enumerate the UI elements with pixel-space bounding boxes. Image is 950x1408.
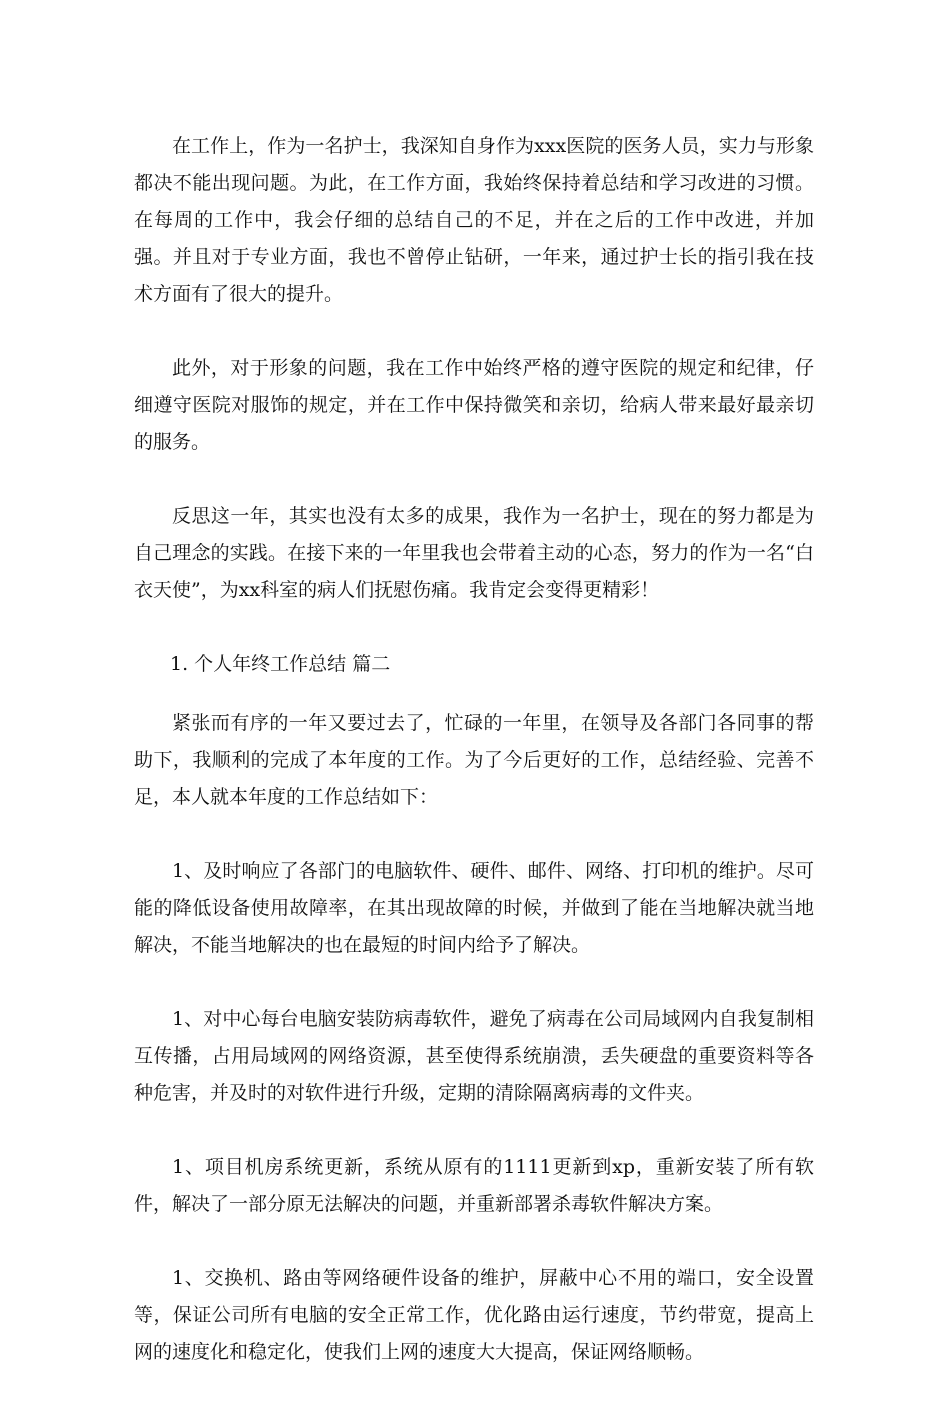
- paragraph-intro: 紧张而有序的一年又要过去了，忙碌的一年里，在领导及各部门各同事的帮助下，我顺利的完成了本年度的工作。为了今后更好的工作，总结经验、完善不足，本人就本年度的工作总结如下：: [134, 712, 814, 808]
- paragraph-nursing-work: 在工作上，作为一名护士，我深知自身作为xxx医院的医务人员，实力与形象都决不能出现问题。为此，在工作方面，我始终保持着总结和学习改进的习惯。在每周的工作中，我会仔细的总结自己的不足，并在之后的工作中改进，并加强。并且对于专业方面，我也不曾停止钻研，一年来，通过护士长的指引我在技术方面有了很大的提升。: [134, 135, 814, 305]
- paragraph-item-system-update: 1、项目机房系统更新，系统从原有的1111更新到xp，重新安装了所有软件，解决了一部分原无法解决的问题，并重新部署杀毒软件解决方案。: [134, 1156, 814, 1215]
- paragraph-item-network: 1、交换机、路由等网络硬件设备的维护，屏蔽中心不用的端口，安全设置等，保证公司所有电脑的安全正常工作，优化路由运行速度，节约带宽，提高上网的速度化和稳定化，使我们上网的速度大大提高，保证网络顺畅。: [134, 1267, 814, 1363]
- paragraph-item-maintenance: 1、及时响应了各部门的电脑软件、硬件、邮件、网络、打印机的维护。尽可能的降低设备使用故障率，在其出现故障的时候，并做到了能在当地解决就当地解决，不能当地解决的也在最短的时间内给予了解决。: [134, 860, 814, 956]
- paragraph-reflection: 反思这一年，其实也没有太多的成果，我作为一名护士，现在的努力都是为自己理念的实践。在接下来的一年里我也会带着主动的心态，努力的作为一名“白衣天使”，为xx科室的病人们抚慰伤痛。我肯定会变得更精彩！: [134, 505, 814, 601]
- paragraph-image-appearance: 此外，对于形象的问题，我在工作中始终严格的遵守医院的规定和纪律，仔细遵守医院对服饰的规定，并在工作中保持微笑和亲切，给病人带来最好最亲切的服务。: [134, 357, 814, 453]
- document-body: [134, 128, 814, 1408]
- section-heading: 1. 个人年终工作总结 篇二: [170, 653, 391, 675]
- paragraph-item-antivirus: 1、对中心每台电脑安装防病毒软件，避免了病毒在公司局域网内自我复制相互传播，占用局域网的网络资源，甚至使得系统崩溃，丢失硬盘的重要资料等各种危害，并及时的对软件进行升级，定期的清除隔离病毒的文件夹。: [134, 1008, 814, 1104]
